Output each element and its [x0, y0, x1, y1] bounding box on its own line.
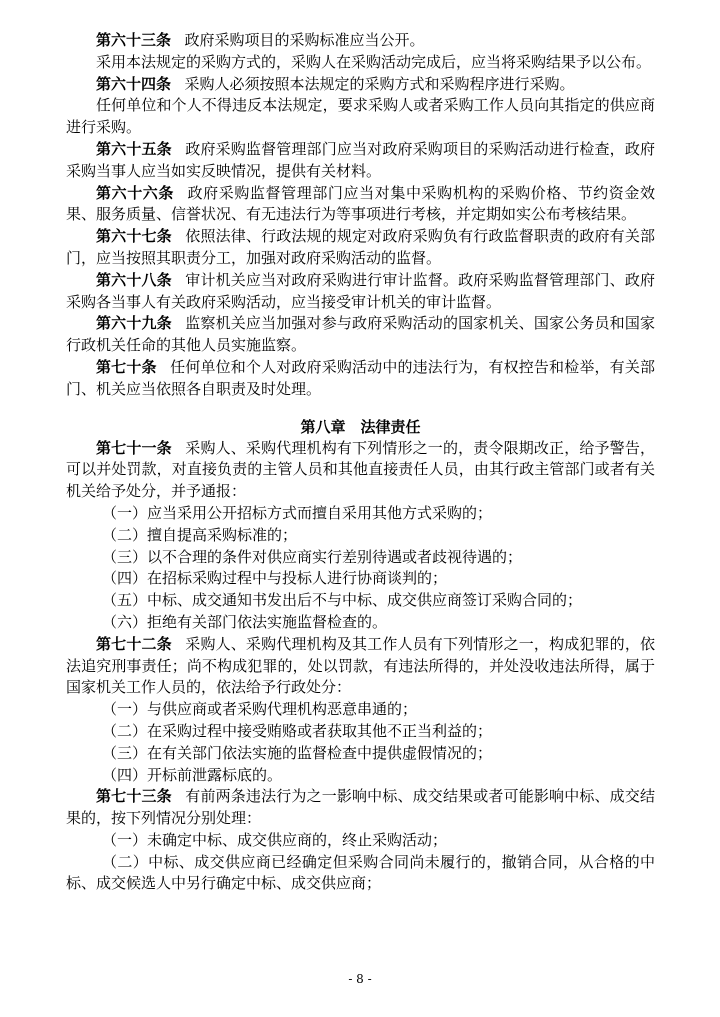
article-text: 政府采购监督管理部门应当对集中采购机构的采购价格、节约资金效果、服务质量、信誉状况、有无违法行为等事项进行考核，并定期如实公布考核结果。: [66, 183, 655, 224]
list-item: （六）拒绝有关部门依法实施监督检查的。: [102, 612, 388, 631]
article-number: 第六十七条: [96, 227, 172, 246]
article-67: [66, 226, 655, 270]
chapter-title: 法律责任: [360, 417, 421, 436]
article-text: 审计机关应当对政府采购进行审计监督。政府采购监督管理部门、政府采购各当事人有关政府采购活动，应当接受审计机关的审计监督。: [66, 270, 655, 311]
article-text: 采购人、采购代理机构有下列情形之一的，责令限期改正，给予警告，可以并处罚款，对直接负责的主管人员和其他直接责任人员，由其行政主管部门或者有关机关给予处分，并予通报：: [66, 438, 655, 501]
chapter-number: 第八章: [300, 417, 346, 436]
list-item: （四）在招标采购过程中与投标人进行协商谈判的；: [102, 569, 448, 588]
article-number: 第六十九条: [96, 314, 172, 333]
article-number: 第七十一条: [96, 438, 172, 457]
article-69: [66, 313, 655, 357]
article-66: [66, 183, 655, 227]
list-item: （二）在采购过程中接受贿赂或者获取其他不正当利益的；: [102, 721, 493, 740]
article-number: 第七十二条: [96, 634, 172, 653]
article-71: [66, 438, 655, 503]
list-item: （三）以不合理的条件对供应商实行差别待遇或者歧视待遇的；: [102, 547, 523, 566]
list-item: （二）擅自提高采购标准的；: [102, 525, 298, 544]
article-number: 第七十条: [96, 357, 157, 376]
article-text: 任何单位和个人不得违反本法规定，要求采购人或者采购工作人员向其指定的供应商进行采购。: [66, 96, 655, 137]
article-text: 依照法律、行政法规的规定对政府采购负有行政监督职责的政府有关部门，应当按照其职责分工，加强对政府采购活动的监督。: [66, 227, 655, 267]
article-number: 第六十八条: [96, 270, 172, 289]
article-text: 政府采购监督管理部门应当对政府采购项目的采购活动进行检查，政府采购当事人应当如实反映情况，提供有关材料。: [66, 139, 655, 180]
page-number: - 8 -: [348, 972, 372, 986]
article-text: 采购人、采购代理机构及其工作人员有下列情形之一，构成犯罪的，依法追究刑事责任；尚不构成犯罪的，处以罚款，有违法所得的，并处没收违法所得，属于国家机关工作人员的，依法给予行政处分：: [66, 634, 655, 697]
article-text: 任何单位和个人对政府采购活动中的违法行为，有权控告和检举，有关部门、机关应当依照各自职责及时处理。: [66, 357, 655, 398]
document-page: [66, 30, 655, 895]
article-63: [66, 30, 655, 52]
article-72: [66, 634, 655, 699]
article-73: [66, 786, 655, 830]
article-number: 第六十三条: [96, 31, 172, 49]
article-text: 政府采购项目的采购标准应当公开。: [184, 31, 425, 49]
list-item: （四）开标前泄露标底的。: [102, 765, 283, 784]
list-item: （一）未确定中标、成交供应商的，终止采购活动；: [102, 830, 448, 849]
article-text: 采购人必须按照本法规定的采购方式和采购程序进行采购。: [184, 74, 575, 93]
article-63-para-2: [66, 52, 655, 74]
article-number: 第六十四条: [96, 74, 172, 93]
list-item: （一）与供应商或者采购代理机构恶意串通的；: [102, 700, 418, 719]
article-70: [66, 357, 655, 401]
article-68: [66, 270, 655, 314]
list-item: （一）应当采用公开招标方式而擅自采用其他方式采购的；: [102, 503, 493, 522]
article-text: 监察机关应当加强对参与政府采购活动的国家机关、国家公务员和国家行政机关任命的其他人员实施监察。: [66, 314, 655, 355]
list-item: （三）在有关部门依法实施的监督检查中提供虚假情况的；: [102, 743, 493, 762]
article-number: 第七十三条: [96, 787, 172, 806]
article-text: 有前两条违法行为之一影响中标、成交结果或者可能影响中标、成交结果的，按下列情况分别处理：: [66, 787, 655, 828]
article-number: 第六十五条: [96, 139, 172, 158]
article-number: 第六十六条: [96, 183, 175, 202]
article-64: [66, 74, 655, 96]
article-text: 采用本法规定的采购方式的，采购人在采购活动完成后，应当将采购结果予以公布。: [96, 52, 652, 71]
chapter-heading: [66, 416, 655, 438]
list-item: （五）中标、成交通知书发出后不与中标、成交供应商签订采购合同的；: [102, 591, 583, 610]
article-64-para-2: [66, 95, 655, 139]
article-65: [66, 139, 655, 183]
list-item: （二）中标、成交供应商已经确定但采购合同尚未履行的，撤销合同，从合格的中标、成交候选人中另行确定中标、成交供应商；: [66, 852, 655, 893]
